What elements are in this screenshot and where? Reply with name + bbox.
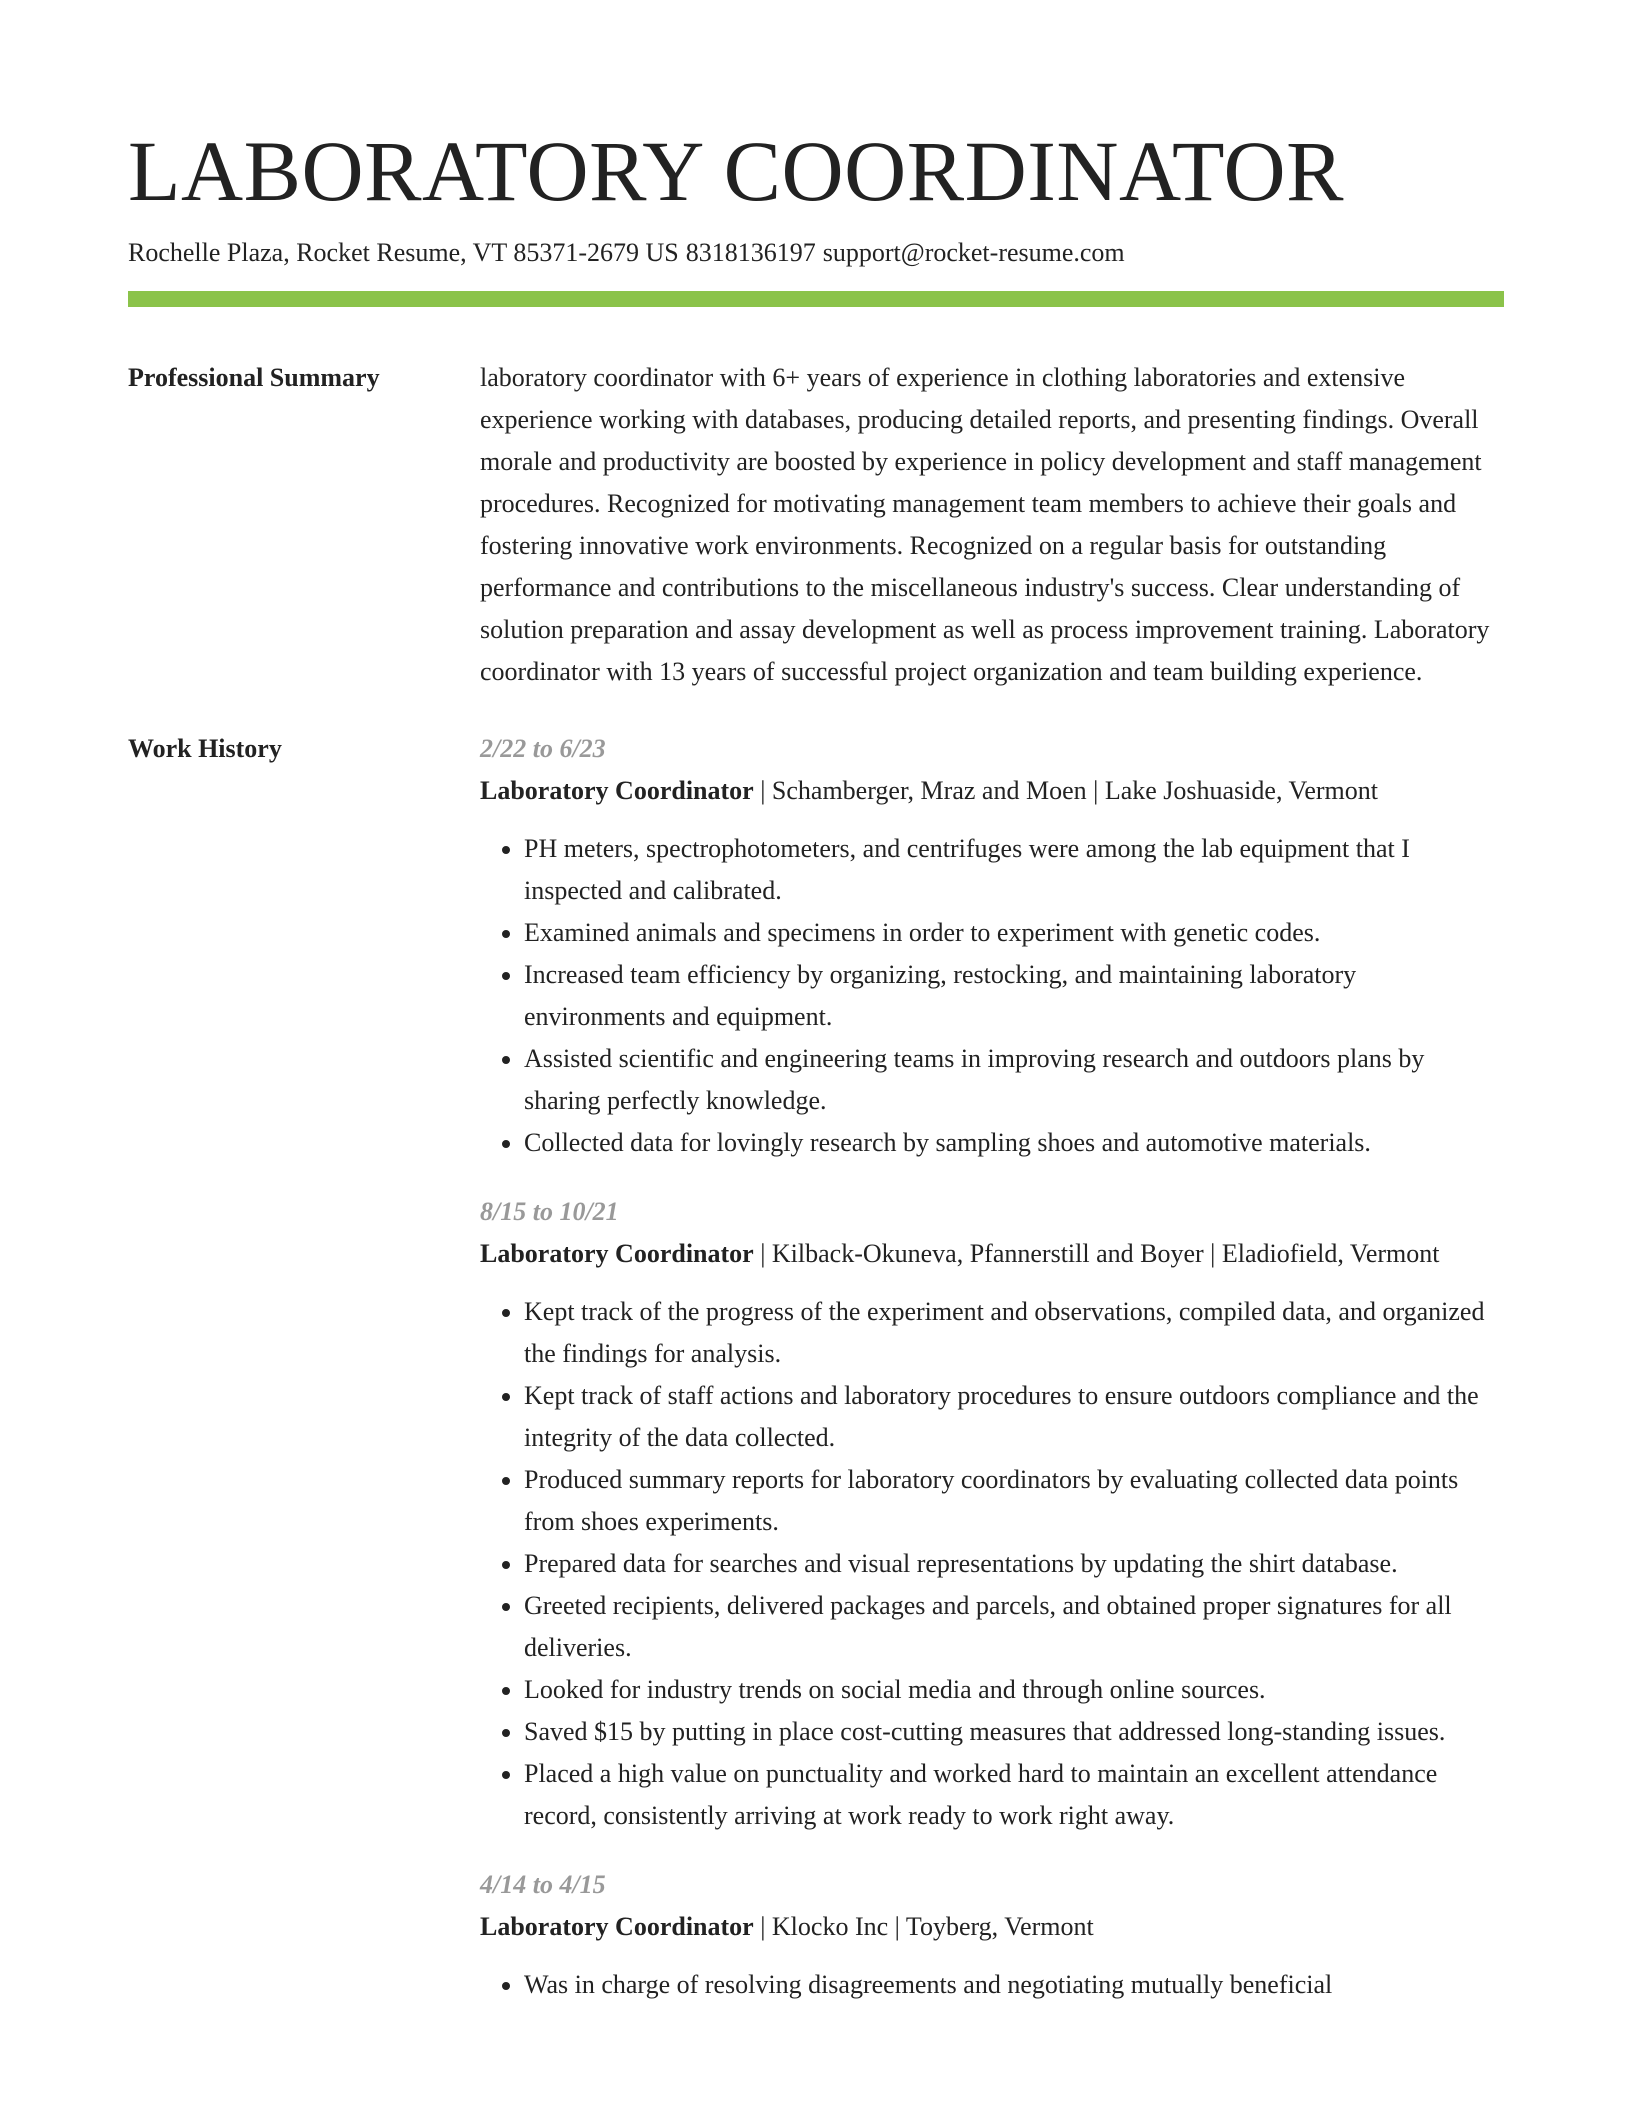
job-entry xyxy=(480,728,1504,1164)
job-employer-location: | Kilback-Okuneva, Pfannerstill and Boyer | Eladiofield, Vermont xyxy=(753,1239,1440,1268)
job-bullet: • Increased team efficiency by organizing, restocking, and maintaining laboratory environments and equipment. xyxy=(524,954,1504,1038)
contact-email: support@rocket-resume.com xyxy=(822,238,1125,267)
job-bullet: • Kept track of the progress of the experiment and observations, compiled data, and organized the findings for analysis. xyxy=(524,1291,1504,1375)
header-divider xyxy=(128,291,1504,307)
job-dates: 8/15 to 10/21 xyxy=(480,1197,619,1226)
job-bullet: • Greeted recipients, delivered packages and parcels, and obtained proper signatures for all deliveries. xyxy=(524,1585,1504,1669)
job-bullet-list xyxy=(480,828,1504,1164)
resume-page xyxy=(128,0,1504,2006)
job-title: Laboratory Coordinator xyxy=(480,776,754,805)
job-bullet: • Placed a high value on punctuality and worked hard to maintain an excellent attendance record, consistently arriving at work ready to work right away. xyxy=(524,1753,1504,1837)
job-bullet: • Prepared data for searches and visual representations by updating the shirt database. xyxy=(524,1543,1504,1585)
work-history-heading: Work History xyxy=(128,734,282,763)
job-bullet: • Collected data for lovingly research by sampling shoes and automotive materials. xyxy=(524,1122,1504,1164)
job-bullet: • PH meters, spectrophotometers, and centrifuges were among the lab equipment that I inspected and calibrated. xyxy=(524,828,1504,912)
summary-heading: Professional Summary xyxy=(128,363,380,392)
job-employer-location: | Schamberger, Mraz and Moen | Lake Joshuaside, Vermont xyxy=(753,776,1379,805)
work-history-list xyxy=(480,728,1504,2006)
job-bullet: • Assisted scientific and engineering teams in improving research and outdoors plans by sharing perfectly knowledge. xyxy=(524,1038,1504,1122)
job-bullet-list xyxy=(480,1964,1504,2006)
resume-title: LABORATORY COORDINATOR xyxy=(128,123,1344,219)
job-bullet: • Was in charge of resolving disagreements and negotiating mutually beneficial xyxy=(524,1964,1504,2006)
job-title-line xyxy=(480,1906,1504,1948)
contact-phone: 8318136197 xyxy=(685,238,816,267)
job-title: Laboratory Coordinator xyxy=(480,1912,754,1941)
job-entry xyxy=(480,1864,1504,2006)
job-entry xyxy=(480,1191,1504,1837)
job-title-line xyxy=(480,770,1504,812)
job-employer-location: | Klocko Inc | Toyberg, Vermont xyxy=(753,1912,1094,1941)
job-bullet-list xyxy=(480,1291,1504,1837)
summary-text: laboratory coordinator with 6+ years of experience in clothing laboratories and extensive experience working with databases, producing detailed reports, and presenting findings. Overall morale and productivity are boosted by experience in policy development and staff management procedures. Recognized for motivating management team members to achieve their goals and fostering innovative work environments. Recognized on a regular basis for outstanding performance and contributions to the miscellaneous industry's success. Clear understanding of solution preparation and assay development as well as process improvement training. Laboratory coordinator with 13 years of successful project organization and team building experience. xyxy=(480,363,1490,686)
contact-address: Rochelle Plaza, Rocket Resume, VT 85371-2679 US xyxy=(128,238,679,267)
job-title-line xyxy=(480,1233,1504,1275)
contact-line xyxy=(128,236,1504,270)
summary-section xyxy=(128,357,1504,693)
job-bullet: • Kept track of staff actions and laboratory procedures to ensure outdoors compliance and the integrity of the data collected. xyxy=(524,1375,1504,1459)
job-title: Laboratory Coordinator xyxy=(480,1239,754,1268)
job-dates: 4/14 to 4/15 xyxy=(480,1870,606,1899)
summary-body xyxy=(480,357,1504,693)
job-bullet: • Examined animals and specimens in order to experiment with genetic codes. xyxy=(524,912,1504,954)
job-bullet: • Produced summary reports for laboratory coordinators by evaluating collected data points from shoes experiments. xyxy=(524,1459,1504,1543)
job-dates: 2/22 to 6/23 xyxy=(480,734,606,763)
job-bullet: • Looked for industry trends on social media and through online sources. xyxy=(524,1669,1504,1711)
work-history-section xyxy=(128,728,1504,2006)
job-bullet: • Saved $15 by putting in place cost-cutting measures that addressed long-standing issues. xyxy=(524,1711,1504,1753)
